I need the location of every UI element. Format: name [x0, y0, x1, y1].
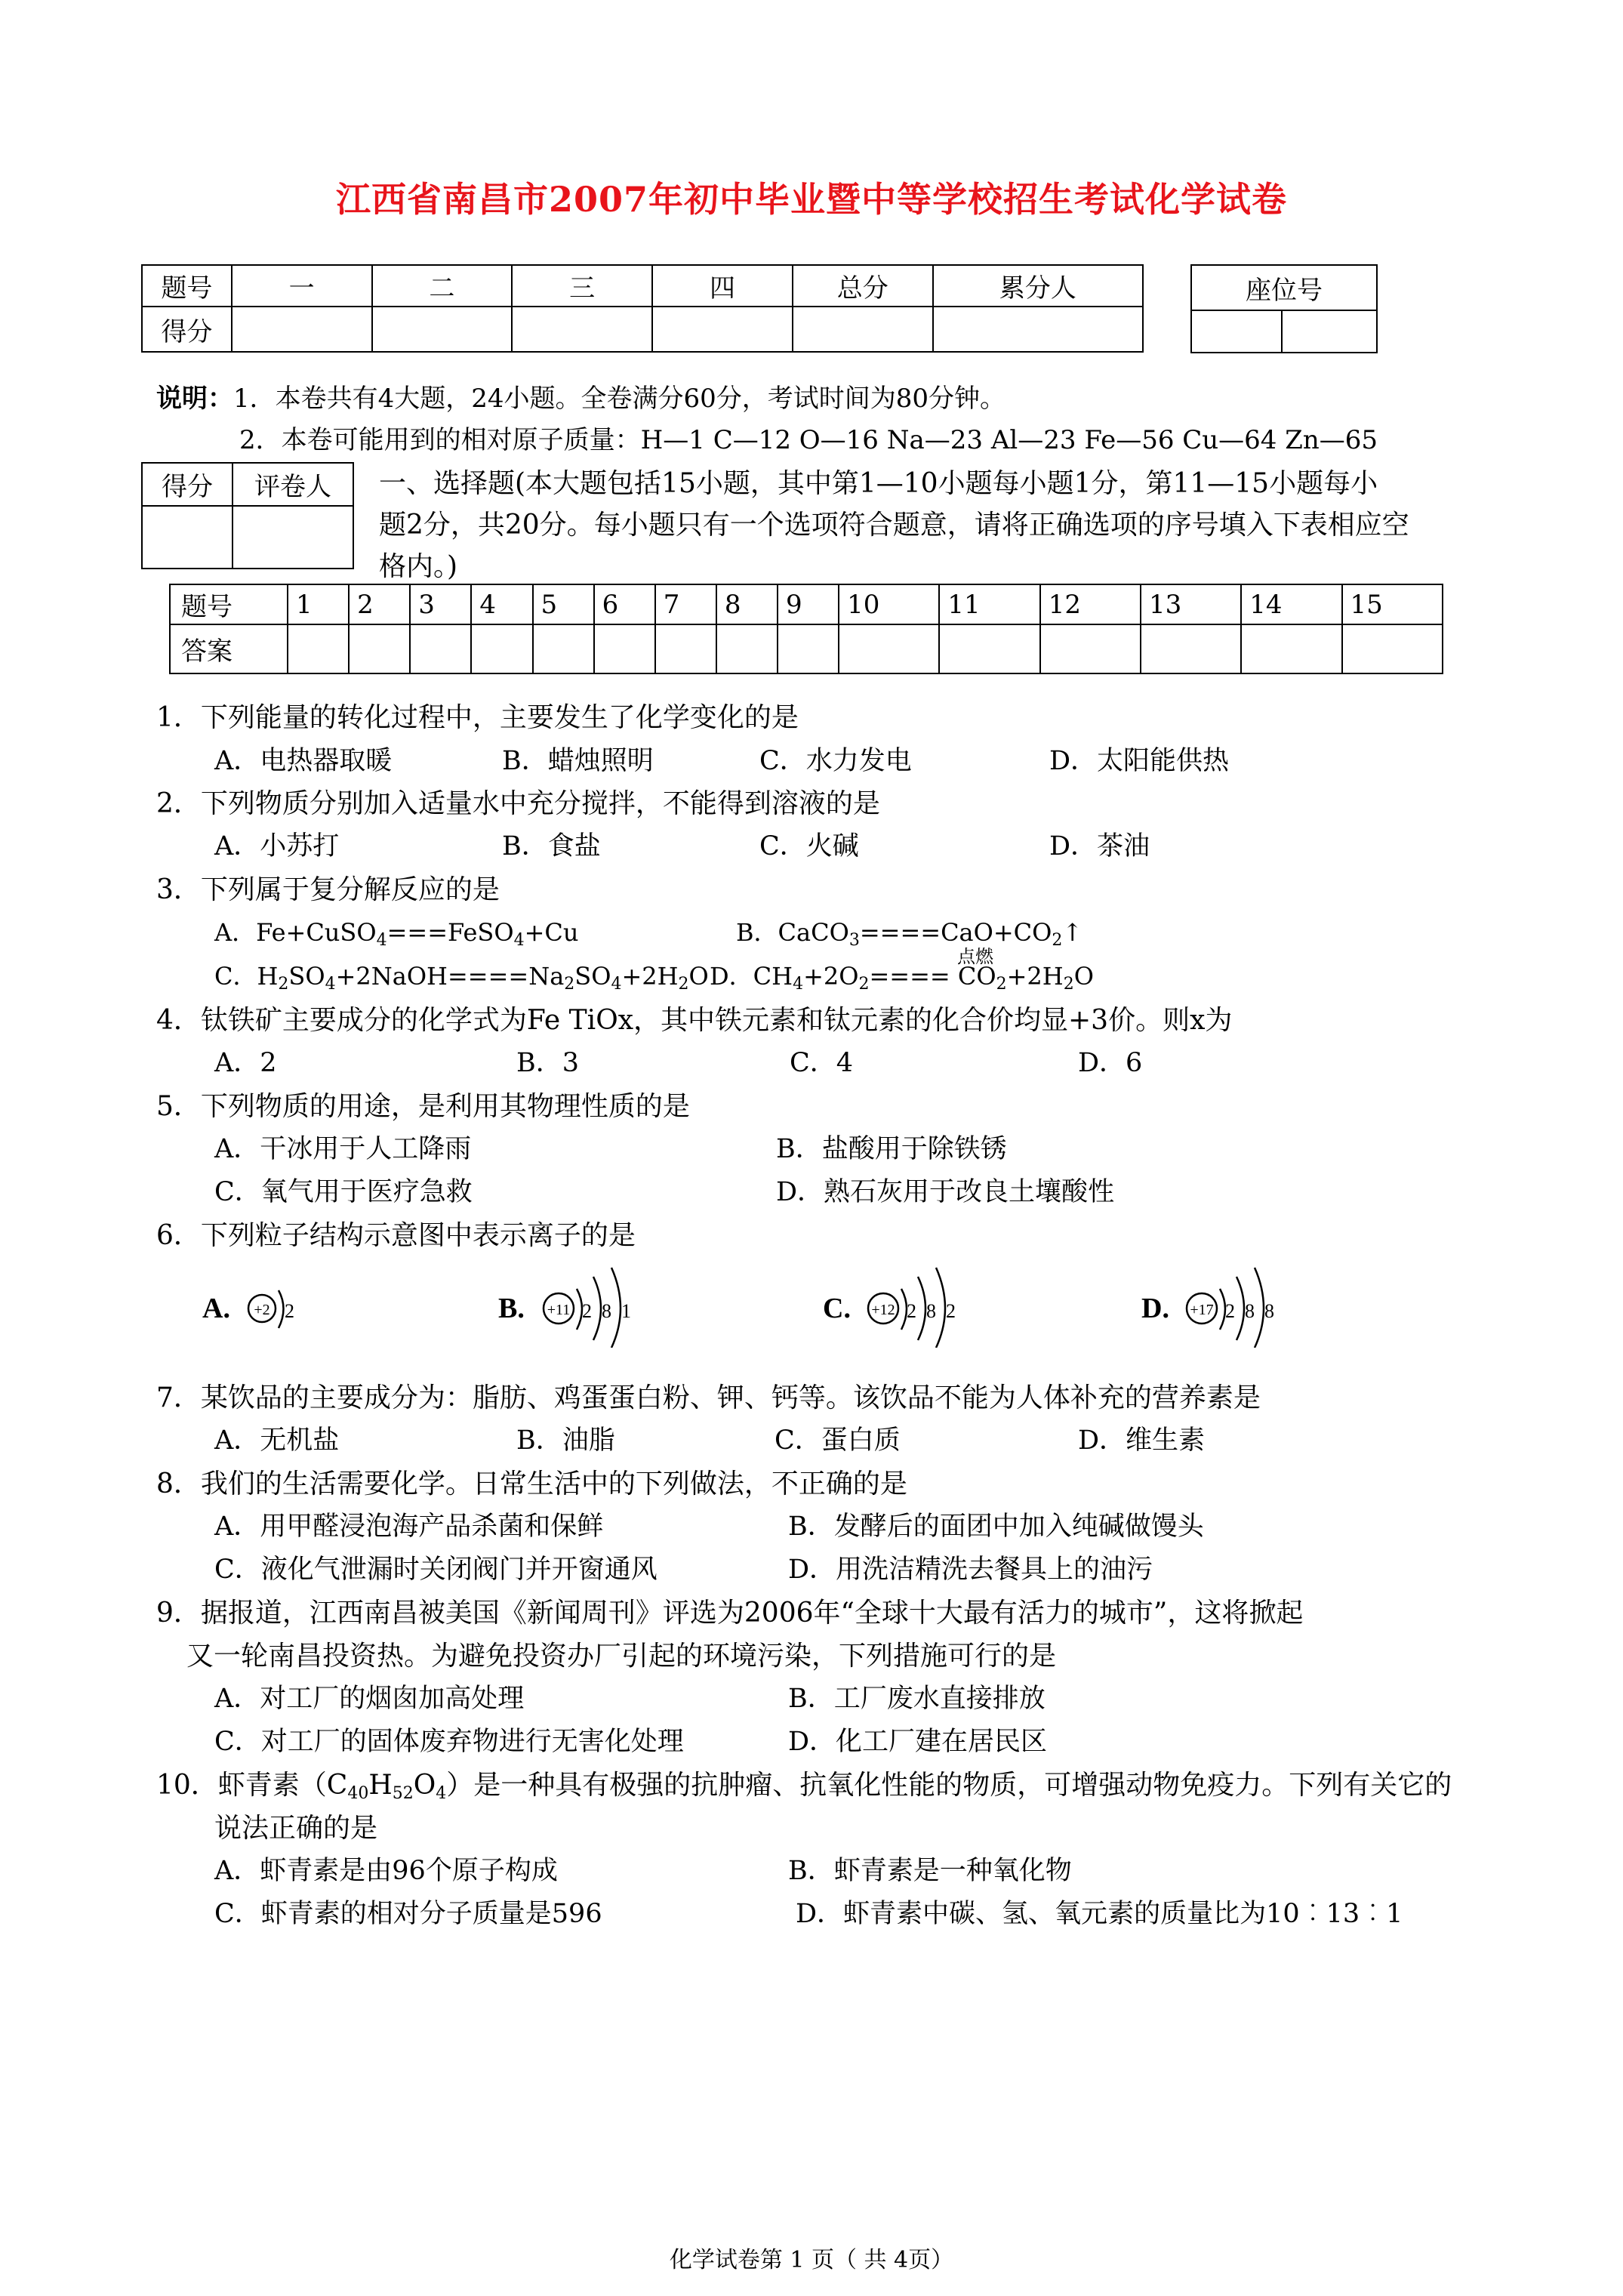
nucleus-charge-c: +12	[871, 1302, 895, 1318]
instructions-line-2: 2．本卷可能用到的相对原子质量：H—1 C—12 O—16 Na—23 Al—23 Fe—56 Cu—64 Zn—65	[239, 425, 1378, 455]
q9-option-c: C．对工厂的固体废弃物进行无害化处理	[214, 1727, 684, 1757]
q9-option-a: A．对工厂的烟囱加高处理	[214, 1684, 525, 1714]
q8-option-a: A．用甲醛浸泡海产品杀菌和保鲜	[214, 1512, 604, 1542]
q2-option-b: B．食盐	[502, 831, 601, 861]
q6-diagram-a	[202, 1257, 338, 1348]
grader-name-label: 评卷人	[233, 463, 353, 506]
score-header-cell: 三	[512, 265, 652, 307]
electron-shell	[1255, 1268, 1264, 1348]
question-10-stem-line-1: 10．虾青素$(C_{40}H_{52}O_4)$是一种具有极强的抗肿瘤、抗氧化性能的物质，可增强动物免疫力。下列有关它的	[156, 1770, 1452, 1803]
shell-electrons: 2	[946, 1300, 956, 1322]
electron-shell	[577, 1289, 582, 1330]
answer-cell	[349, 624, 410, 673]
shell-electrons: 8	[926, 1300, 936, 1322]
answer-cell	[533, 624, 594, 673]
answer-number-cell: 1	[288, 584, 349, 624]
q10-option-d: D．虾青素中碳、氢、氧元素的质量比为10︰13︰1	[796, 1899, 1403, 1929]
answer-cell	[716, 624, 778, 673]
answer-cell	[778, 624, 839, 673]
atom-structure-b	[498, 1257, 679, 1348]
q8-option-b: B．发酵后的面团中加入纯碱做馒头	[788, 1512, 1204, 1542]
answer-cell	[655, 624, 716, 673]
q10-option-a: A．虾青素是由96个原子构成	[214, 1856, 558, 1886]
q4-option-b: B．3	[516, 1048, 579, 1078]
score-header-cell: 题号	[142, 265, 232, 307]
q6-diagram-c	[823, 1257, 1004, 1348]
grader-score-label: 得分	[142, 463, 233, 506]
answer-cell	[594, 624, 655, 673]
grader-name-cell	[233, 506, 353, 569]
question-6-stem: 6．下列粒子结构示意图中表示离子的是	[156, 1220, 636, 1251]
nucleus-charge-a: +2	[254, 1302, 270, 1318]
q7-option-a: A．无机盐	[214, 1425, 340, 1456]
question-4-stem: 4．钛铁矿主要成分的化学式为Fe TiOx，其中铁元素和钛元素的化合价均显+3价。则x为	[156, 1005, 1233, 1036]
shell-electrons: 8	[1264, 1300, 1274, 1322]
answer-cell	[471, 624, 532, 673]
answer-number-cell: 11	[939, 584, 1039, 624]
shell-electrons: 2	[907, 1300, 916, 1322]
q8-option-d: D．用洗洁精洗去餐具上的油污	[788, 1555, 1153, 1585]
answer-cell	[839, 624, 939, 673]
electron-shell	[918, 1277, 925, 1340]
answer-number-cell: 14	[1241, 584, 1341, 624]
answer-cell	[288, 624, 349, 673]
score-table	[141, 264, 1144, 353]
q4-option-a: A．2	[214, 1048, 277, 1078]
score-header-cell: 一	[232, 265, 372, 307]
shell-electrons: 8	[1245, 1300, 1255, 1322]
q4-option-d: D．6	[1078, 1048, 1143, 1078]
answer-row-label: 答案	[170, 624, 288, 673]
answer-cell	[1141, 624, 1241, 673]
score-cell	[933, 307, 1143, 352]
question-10-stem-line-2: 说法正确的是	[214, 1813, 378, 1844]
atom-structure-d	[1141, 1257, 1323, 1348]
score-cell	[372, 307, 513, 352]
q2-option-d: D．茶油	[1049, 831, 1150, 861]
seat-number-cell	[1282, 310, 1377, 353]
q9-option-b: B．工厂废水直接排放	[788, 1684, 1046, 1714]
q6-letter-b: B.	[498, 1293, 525, 1324]
q8-option-c: C．液化气泄漏时关闭阀门并开窗通风	[214, 1555, 658, 1585]
question-2-stem: 2．下列物质分别加入适量水中充分搅拌，不能得到溶液的是	[156, 788, 880, 819]
answer-number-cell: 4	[471, 584, 532, 624]
electron-shell	[1236, 1277, 1244, 1340]
answer-number-cell: 13	[1141, 584, 1241, 624]
q3-option-a: A．Fe+CuSO$_4$===FeSO$_4$+Cu	[214, 918, 579, 950]
exam-title: 江西省南昌市2007年初中毕业暨中等学校招生考试化学试卷	[335, 179, 1288, 220]
score-header-cell: 二	[372, 265, 513, 307]
answer-header-label: 题号	[170, 584, 288, 624]
electron-shell	[936, 1268, 945, 1348]
question-9-stem-line-2: 又一轮南昌投资热。为避免投资办厂引起的环境污染，下列措施可行的是	[186, 1641, 1057, 1672]
answer-number-cell: 5	[533, 584, 594, 624]
q4-option-c: C．4	[790, 1048, 854, 1078]
q3-option-d: D．$CH_4+2O_2==== CO_2+2H_2O$	[710, 962, 1094, 994]
shell-electrons: 1	[621, 1300, 631, 1322]
score-header-cell: 四	[652, 265, 793, 307]
grader-score-cell	[142, 506, 233, 569]
seat-number-label: 座位号	[1191, 265, 1377, 310]
answer-number-cell: 6	[594, 584, 655, 624]
answer-number-cell: 15	[1342, 584, 1443, 624]
nucleus-charge-d: +17	[1190, 1302, 1214, 1318]
electron-shell	[593, 1277, 601, 1340]
electron-shell	[901, 1289, 907, 1330]
section1-line-1: 一、选择题(本大题包括15小题，其中第1—10小题每小题1分，第11—15小题每小	[379, 468, 1378, 499]
question-1-stem: 1．下列能量的转化过程中，主要发生了化学变化的是	[156, 702, 799, 733]
q2-option-a: A．小苏打	[214, 831, 340, 861]
score-header-cell: 累分人	[933, 265, 1143, 307]
seat-number-box	[1190, 264, 1378, 353]
q6-letter-c: C.	[823, 1293, 851, 1324]
q1-option-a: A．电热器取暖	[214, 746, 393, 776]
q6-diagram-d	[1141, 1257, 1323, 1348]
electron-shell	[611, 1268, 621, 1348]
q10-option-c: C．虾青素的相对分子质量是596	[214, 1899, 602, 1929]
q1-option-b: B．蜡烛照明	[502, 746, 654, 776]
q2-option-c: C．火碱	[759, 831, 859, 861]
nucleus-charge-b: +11	[547, 1302, 571, 1318]
shell-electrons: 2	[1225, 1300, 1235, 1322]
answer-cell	[1342, 624, 1443, 673]
answer-number-cell: 3	[410, 584, 471, 624]
answer-number-cell: 9	[778, 584, 839, 624]
section1-line-3: 格内。)	[379, 551, 458, 582]
q5-option-c: C．氧气用于医疗急救	[214, 1177, 473, 1207]
q10-option-b: B．虾青素是一种氧化物	[788, 1856, 1072, 1886]
q5-option-a: A．干冰用于人工降雨	[214, 1134, 472, 1164]
score-cell	[232, 307, 372, 352]
answer-number-cell: 2	[349, 584, 410, 624]
q6-diagram-b	[498, 1257, 679, 1348]
question-7-stem: 7．某饮品的主要成分为：脂肪、鸡蛋蛋白粉、钾、钙等。该饮品不能为人体补充的营养素是	[156, 1382, 1261, 1413]
score-cell	[652, 307, 793, 352]
shell-electrons: 8	[602, 1300, 611, 1322]
q6-letter-d: D.	[1141, 1293, 1169, 1324]
question-5-stem: 5．下列物质的用途，是利用其物理性质的是	[156, 1091, 690, 1122]
answer-number-cell: 12	[1040, 584, 1141, 624]
q1-option-c: C．水力发电	[759, 746, 912, 776]
q6-letter-a: A.	[202, 1293, 230, 1324]
question-9-stem-line-1: 9．据报道，江西南昌被美国《新闻周刊》评选为2006年“全球十大最有活力的城市”，这将掀起	[156, 1598, 1304, 1629]
score-cell	[793, 307, 933, 352]
q7-option-b: B．油脂	[516, 1425, 615, 1456]
q5-option-d: D．熟石灰用于改良土壤酸性	[776, 1177, 1115, 1207]
question-3-stem: 3．下列属于复分解反应的是	[156, 874, 500, 905]
q7-option-c: C．蛋白质	[775, 1425, 901, 1456]
answer-cell	[1040, 624, 1141, 673]
section1-line-2: 题2分，共20分。每小题只有一个选项符合题意，请将正确选项的序号填入下表相应空	[379, 510, 1409, 541]
atom-structure-a	[202, 1257, 338, 1348]
score-row-label: 得分	[142, 307, 232, 352]
question-8-stem: 8．我们的生活需要化学。日常生活中的下列做法，不正确的是	[156, 1469, 907, 1499]
q1-option-d: D．太阳能供热	[1049, 746, 1230, 776]
instructions-line-1: 说明：1．本卷共有4大题，24小题。全卷满分60分，考试时间为80分钟。	[156, 384, 1006, 414]
shell-electrons: 2	[582, 1300, 592, 1322]
answer-cell	[1241, 624, 1341, 673]
electron-shell	[279, 1290, 284, 1328]
answer-number-cell: 10	[839, 584, 939, 624]
answer-cell	[939, 624, 1039, 673]
q3-option-c: C．$H_2SO_4+2NaOH====Na_2SO_4+2H_2O$	[214, 962, 709, 994]
electron-shell	[1220, 1289, 1225, 1330]
q3-reaction-condition: 点燃	[957, 946, 993, 967]
answer-number-cell: 8	[716, 584, 778, 624]
seat-number-cell	[1191, 310, 1282, 353]
grader-box	[141, 462, 354, 569]
atom-structure-c	[823, 1257, 1004, 1348]
q7-option-d: D．维生素	[1078, 1425, 1206, 1456]
q5-option-b: B．盐酸用于除铁锈	[776, 1134, 1007, 1164]
page-footer: 化学试卷第 1 页（ 共 4页）	[669, 2247, 954, 2273]
answer-cell	[410, 624, 471, 673]
q9-option-d: D．化工厂建在居民区	[788, 1727, 1048, 1757]
score-header-cell: 总分	[793, 265, 933, 307]
answer-table	[169, 584, 1443, 674]
score-cell	[512, 307, 652, 352]
answer-number-cell: 7	[655, 584, 716, 624]
q3-option-b: B．$CaCO_3====CaO+CO_2↑$	[736, 918, 1083, 950]
shell-electrons: 2	[285, 1300, 294, 1322]
